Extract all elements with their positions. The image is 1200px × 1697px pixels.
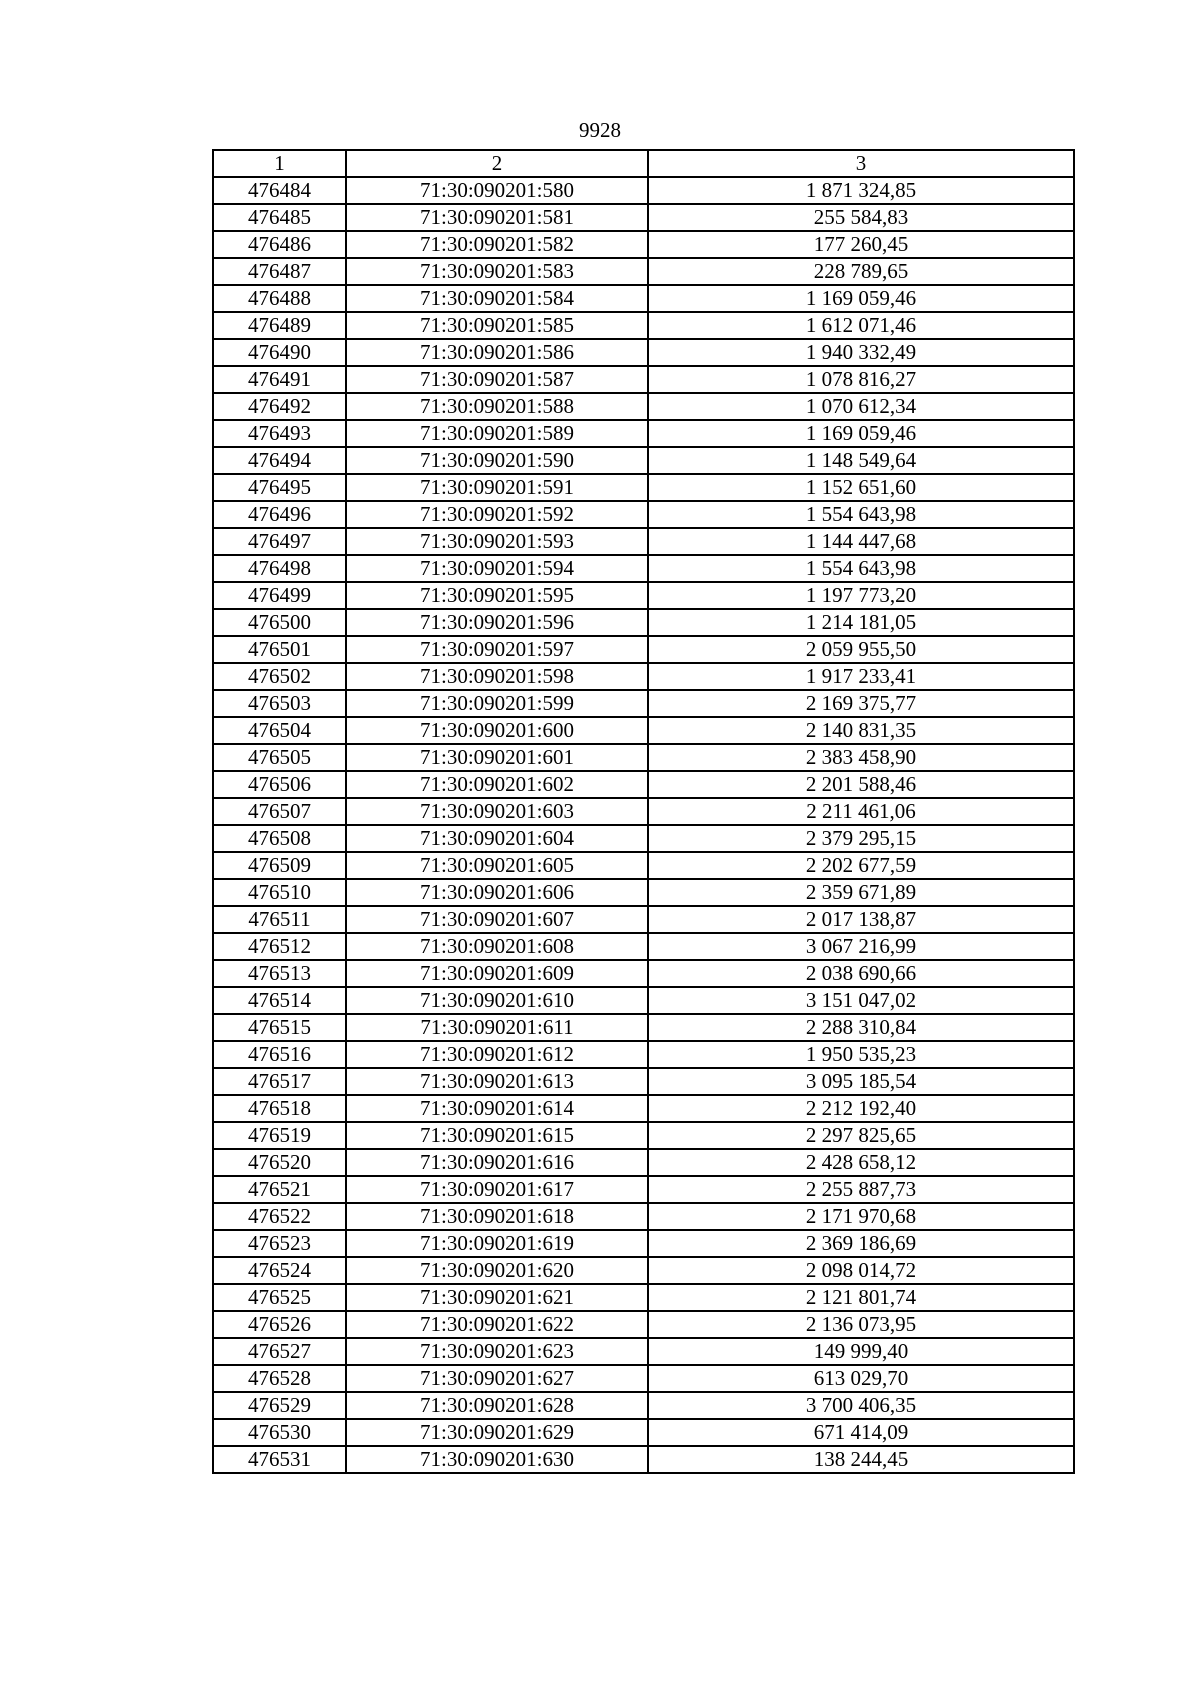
row-number-cell: 476526 bbox=[213, 1311, 346, 1338]
cadastral-number-cell: 71:30:090201:628 bbox=[346, 1392, 648, 1419]
cadastral-value-cell: 1 078 816,27 bbox=[648, 366, 1074, 393]
cadastral-value-cell: 1 554 643,98 bbox=[648, 555, 1074, 582]
table-row bbox=[213, 1392, 1074, 1419]
table-row bbox=[213, 1149, 1074, 1176]
table-row bbox=[213, 1068, 1074, 1095]
cadastral-number-cell: 71:30:090201:593 bbox=[346, 528, 648, 555]
cadastral-value-cell: 228 789,65 bbox=[648, 258, 1074, 285]
cadastral-value-cell: 1 169 059,46 bbox=[648, 420, 1074, 447]
table-row bbox=[213, 474, 1074, 501]
row-number-cell: 476484 bbox=[213, 177, 346, 204]
cadastral-number-cell: 71:30:090201:602 bbox=[346, 771, 648, 798]
row-number-cell: 476520 bbox=[213, 1149, 346, 1176]
cadastral-number-cell: 71:30:090201:581 bbox=[346, 204, 648, 231]
table-row bbox=[213, 933, 1074, 960]
cadastral-value-cell: 2 201 588,46 bbox=[648, 771, 1074, 798]
row-number-cell: 476505 bbox=[213, 744, 346, 771]
table-row bbox=[213, 555, 1074, 582]
row-number-cell: 476490 bbox=[213, 339, 346, 366]
row-number-cell: 476529 bbox=[213, 1392, 346, 1419]
table-row bbox=[213, 1203, 1074, 1230]
row-number-cell: 476498 bbox=[213, 555, 346, 582]
table-row bbox=[213, 1095, 1074, 1122]
cadastral-value-cell: 2 369 186,69 bbox=[648, 1230, 1074, 1257]
header-row bbox=[213, 150, 1074, 177]
cadastral-value-cell: 1 612 071,46 bbox=[648, 312, 1074, 339]
cadastral-value-cell: 177 260,45 bbox=[648, 231, 1074, 258]
table-body bbox=[213, 177, 1074, 1473]
cadastral-number-cell: 71:30:090201:582 bbox=[346, 231, 648, 258]
row-number-cell: 476508 bbox=[213, 825, 346, 852]
cadastral-number-cell: 71:30:090201:590 bbox=[346, 447, 648, 474]
row-number-cell: 476528 bbox=[213, 1365, 346, 1392]
row-number-cell: 476531 bbox=[213, 1446, 346, 1473]
cadastral-number-cell: 71:30:090201:597 bbox=[346, 636, 648, 663]
cadastral-number-cell: 71:30:090201:583 bbox=[346, 258, 648, 285]
row-number-cell: 476506 bbox=[213, 771, 346, 798]
cadastral-number-cell: 71:30:090201:630 bbox=[346, 1446, 648, 1473]
cadastral-value-cell: 2 098 014,72 bbox=[648, 1257, 1074, 1284]
row-number-cell: 476501 bbox=[213, 636, 346, 663]
table-row bbox=[213, 852, 1074, 879]
row-number-cell: 476497 bbox=[213, 528, 346, 555]
table-row bbox=[213, 339, 1074, 366]
page-number: 9928 bbox=[579, 118, 621, 142]
cadastral-value-cell: 2 169 375,77 bbox=[648, 690, 1074, 717]
cadastral-number-cell: 71:30:090201:588 bbox=[346, 393, 648, 420]
cadastral-number-cell: 71:30:090201:620 bbox=[346, 1257, 648, 1284]
cadastral-value-cell: 1 197 773,20 bbox=[648, 582, 1074, 609]
row-number-cell: 476489 bbox=[213, 312, 346, 339]
cadastral-value-cell: 2 121 801,74 bbox=[648, 1284, 1074, 1311]
cadastral-number-cell: 71:30:090201:621 bbox=[346, 1284, 648, 1311]
cadastral-value-cell: 1 144 447,68 bbox=[648, 528, 1074, 555]
cadastral-number-cell: 71:30:090201:585 bbox=[346, 312, 648, 339]
cadastral-value-cell: 255 584,83 bbox=[648, 204, 1074, 231]
table-row bbox=[213, 744, 1074, 771]
cadastral-value-cell: 2 297 825,65 bbox=[648, 1122, 1074, 1149]
table-row bbox=[213, 447, 1074, 474]
cadastral-number-cell: 71:30:090201:601 bbox=[346, 744, 648, 771]
cadastral-number-cell: 71:30:090201:596 bbox=[346, 609, 648, 636]
row-number-cell: 476522 bbox=[213, 1203, 346, 1230]
cadastral-number-cell: 71:30:090201:603 bbox=[346, 798, 648, 825]
table-row bbox=[213, 825, 1074, 852]
row-number-cell: 476492 bbox=[213, 393, 346, 420]
cadastral-value-cell: 3 700 406,35 bbox=[648, 1392, 1074, 1419]
cadastral-value-cell: 1 917 233,41 bbox=[648, 663, 1074, 690]
row-number-cell: 476500 bbox=[213, 609, 346, 636]
cadastral-value-cell: 138 244,45 bbox=[648, 1446, 1074, 1473]
table-row bbox=[213, 258, 1074, 285]
row-number-cell: 476493 bbox=[213, 420, 346, 447]
cadastral-value-cell: 2 136 073,95 bbox=[648, 1311, 1074, 1338]
cadastral-value-cell: 2 059 955,50 bbox=[648, 636, 1074, 663]
table-row bbox=[213, 366, 1074, 393]
row-number-cell: 476517 bbox=[213, 1068, 346, 1095]
table-row bbox=[213, 528, 1074, 555]
cadastral-number-cell: 71:30:090201:598 bbox=[346, 663, 648, 690]
table-row bbox=[213, 1284, 1074, 1311]
cadastral-value-cell: 1 152 651,60 bbox=[648, 474, 1074, 501]
table-row bbox=[213, 1176, 1074, 1203]
cadastral-number-cell: 71:30:090201:580 bbox=[346, 177, 648, 204]
cadastral-value-cell: 2 202 677,59 bbox=[648, 852, 1074, 879]
table-row bbox=[213, 1311, 1074, 1338]
row-number-cell: 476495 bbox=[213, 474, 346, 501]
table-row bbox=[213, 231, 1074, 258]
table-row bbox=[213, 906, 1074, 933]
row-number-cell: 476525 bbox=[213, 1284, 346, 1311]
row-number-cell: 476491 bbox=[213, 366, 346, 393]
row-number-cell: 476496 bbox=[213, 501, 346, 528]
table-row bbox=[213, 987, 1074, 1014]
table-row bbox=[213, 204, 1074, 231]
cadastral-number-cell: 71:30:090201:586 bbox=[346, 339, 648, 366]
cadastral-number-cell: 71:30:090201:595 bbox=[346, 582, 648, 609]
table-row bbox=[213, 1257, 1074, 1284]
row-number-cell: 476509 bbox=[213, 852, 346, 879]
cadastral-number-cell: 71:30:090201:594 bbox=[346, 555, 648, 582]
cadastral-number-cell: 71:30:090201:606 bbox=[346, 879, 648, 906]
cadastral-number-cell: 71:30:090201:609 bbox=[346, 960, 648, 987]
cadastral-number-cell: 71:30:090201:587 bbox=[346, 366, 648, 393]
cadastral-value-cell: 2 017 138,87 bbox=[648, 906, 1074, 933]
cadastral-number-cell: 71:30:090201:627 bbox=[346, 1365, 648, 1392]
cadastral-number-cell: 71:30:090201:614 bbox=[346, 1095, 648, 1122]
row-number-cell: 476527 bbox=[213, 1338, 346, 1365]
row-number-cell: 476510 bbox=[213, 879, 346, 906]
table-row bbox=[213, 690, 1074, 717]
cadastral-number-cell: 71:30:090201:618 bbox=[346, 1203, 648, 1230]
cadastral-value-cell: 3 151 047,02 bbox=[648, 987, 1074, 1014]
row-number-cell: 476514 bbox=[213, 987, 346, 1014]
table-row bbox=[213, 798, 1074, 825]
cadastral-number-cell: 71:30:090201:584 bbox=[346, 285, 648, 312]
cadastral-number-cell: 71:30:090201:612 bbox=[346, 1041, 648, 1068]
cadastral-value-cell: 1 950 535,23 bbox=[648, 1041, 1074, 1068]
row-number-cell: 476507 bbox=[213, 798, 346, 825]
cadastral-value-cell: 2 255 887,73 bbox=[648, 1176, 1074, 1203]
cadastral-value-cell: 2 211 461,06 bbox=[648, 798, 1074, 825]
cadastral-number-cell: 71:30:090201:629 bbox=[346, 1419, 648, 1446]
row-number-cell: 476516 bbox=[213, 1041, 346, 1068]
row-number-cell: 476519 bbox=[213, 1122, 346, 1149]
cadastral-value-cell: 2 379 295,15 bbox=[648, 825, 1074, 852]
table-row bbox=[213, 1338, 1074, 1365]
table-row bbox=[213, 1014, 1074, 1041]
cadastral-number-cell: 71:30:090201:607 bbox=[346, 906, 648, 933]
row-number-cell: 476512 bbox=[213, 933, 346, 960]
row-number-cell: 476521 bbox=[213, 1176, 346, 1203]
row-number-cell: 476503 bbox=[213, 690, 346, 717]
cadastral-number-cell: 71:30:090201:599 bbox=[346, 690, 648, 717]
cadastral-number-cell: 71:30:090201:623 bbox=[346, 1338, 648, 1365]
cadastral-value-cell: 149 999,40 bbox=[648, 1338, 1074, 1365]
cadastral-value-cell: 3 067 216,99 bbox=[648, 933, 1074, 960]
table-row bbox=[213, 717, 1074, 744]
cadastral-value-cell: 2 428 658,12 bbox=[648, 1149, 1074, 1176]
table-row bbox=[213, 582, 1074, 609]
cadastral-value-cell: 613 029,70 bbox=[648, 1365, 1074, 1392]
row-number-cell: 476499 bbox=[213, 582, 346, 609]
cadastral-number-cell: 71:30:090201:616 bbox=[346, 1149, 648, 1176]
table-row bbox=[213, 1365, 1074, 1392]
column-header-2: 2 bbox=[346, 150, 648, 177]
row-number-cell: 476513 bbox=[213, 960, 346, 987]
table-row bbox=[213, 420, 1074, 447]
cadastral-number-cell: 71:30:090201:605 bbox=[346, 852, 648, 879]
cadastral-value-cell: 1 214 181,05 bbox=[648, 609, 1074, 636]
cadastral-number-cell: 71:30:090201:589 bbox=[346, 420, 648, 447]
cadastral-number-cell: 71:30:090201:592 bbox=[346, 501, 648, 528]
cadastral-value-cell: 1 940 332,49 bbox=[648, 339, 1074, 366]
cadastral-value-cell: 671 414,09 bbox=[648, 1419, 1074, 1446]
table-row bbox=[213, 1419, 1074, 1446]
cadastral-number-cell: 71:30:090201:608 bbox=[346, 933, 648, 960]
cadastral-number-cell: 71:30:090201:610 bbox=[346, 987, 648, 1014]
cadastral-value-cell: 3 095 185,54 bbox=[648, 1068, 1074, 1095]
cadastral-number-cell: 71:30:090201:613 bbox=[346, 1068, 648, 1095]
column-header-3: 3 bbox=[648, 150, 1074, 177]
row-number-cell: 476485 bbox=[213, 204, 346, 231]
table-row bbox=[213, 393, 1074, 420]
cadastral-value-cell: 2 212 192,40 bbox=[648, 1095, 1074, 1122]
row-number-cell: 476494 bbox=[213, 447, 346, 474]
table-row bbox=[213, 501, 1074, 528]
table-row bbox=[213, 177, 1074, 204]
row-number-cell: 476523 bbox=[213, 1230, 346, 1257]
cadastral-number-cell: 71:30:090201:622 bbox=[346, 1311, 648, 1338]
row-number-cell: 476518 bbox=[213, 1095, 346, 1122]
row-number-cell: 476486 bbox=[213, 231, 346, 258]
table-row bbox=[213, 771, 1074, 798]
cadastral-number-cell: 71:30:090201:591 bbox=[346, 474, 648, 501]
cadastral-value-cell: 2 171 970,68 bbox=[648, 1203, 1074, 1230]
cadastral-value-cell: 1 554 643,98 bbox=[648, 501, 1074, 528]
cadastral-value-cell: 1 070 612,34 bbox=[648, 393, 1074, 420]
row-number-cell: 476504 bbox=[213, 717, 346, 744]
cadastral-value-cell: 1 871 324,85 bbox=[648, 177, 1074, 204]
cadastral-value-cell: 2 288 310,84 bbox=[648, 1014, 1074, 1041]
cadastral-value-cell: 2 038 690,66 bbox=[648, 960, 1074, 987]
cadastral-number-cell: 71:30:090201:617 bbox=[346, 1176, 648, 1203]
cadastral-number-cell: 71:30:090201:600 bbox=[346, 717, 648, 744]
cadastral-number-cell: 71:30:090201:619 bbox=[346, 1230, 648, 1257]
table-row bbox=[213, 636, 1074, 663]
row-number-cell: 476524 bbox=[213, 1257, 346, 1284]
row-number-cell: 476488 bbox=[213, 285, 346, 312]
table-row bbox=[213, 960, 1074, 987]
row-number-cell: 476515 bbox=[213, 1014, 346, 1041]
table-row bbox=[213, 879, 1074, 906]
table-row bbox=[213, 1230, 1074, 1257]
cadastral-value-cell: 2 359 671,89 bbox=[648, 879, 1074, 906]
cadastral-number-cell: 71:30:090201:611 bbox=[346, 1014, 648, 1041]
row-number-cell: 476511 bbox=[213, 906, 346, 933]
cadastral-value-cell: 1 169 059,46 bbox=[648, 285, 1074, 312]
row-number-cell: 476487 bbox=[213, 258, 346, 285]
column-header-1: 1 bbox=[213, 150, 346, 177]
cadastral-number-cell: 71:30:090201:604 bbox=[346, 825, 648, 852]
table-row bbox=[213, 1041, 1074, 1068]
table-row bbox=[213, 663, 1074, 690]
cadastral-value-table bbox=[212, 149, 1075, 1474]
cadastral-value-cell: 1 148 549,64 bbox=[648, 447, 1074, 474]
table-row bbox=[213, 609, 1074, 636]
table-row bbox=[213, 1122, 1074, 1149]
row-number-cell: 476530 bbox=[213, 1419, 346, 1446]
cadastral-value-cell: 2 140 831,35 bbox=[648, 717, 1074, 744]
table-row bbox=[213, 312, 1074, 339]
cadastral-number-cell: 71:30:090201:615 bbox=[346, 1122, 648, 1149]
table-row bbox=[213, 285, 1074, 312]
table-header bbox=[213, 150, 1074, 177]
row-number-cell: 476502 bbox=[213, 663, 346, 690]
table-row bbox=[213, 1446, 1074, 1473]
cadastral-value-cell: 2 383 458,90 bbox=[648, 744, 1074, 771]
